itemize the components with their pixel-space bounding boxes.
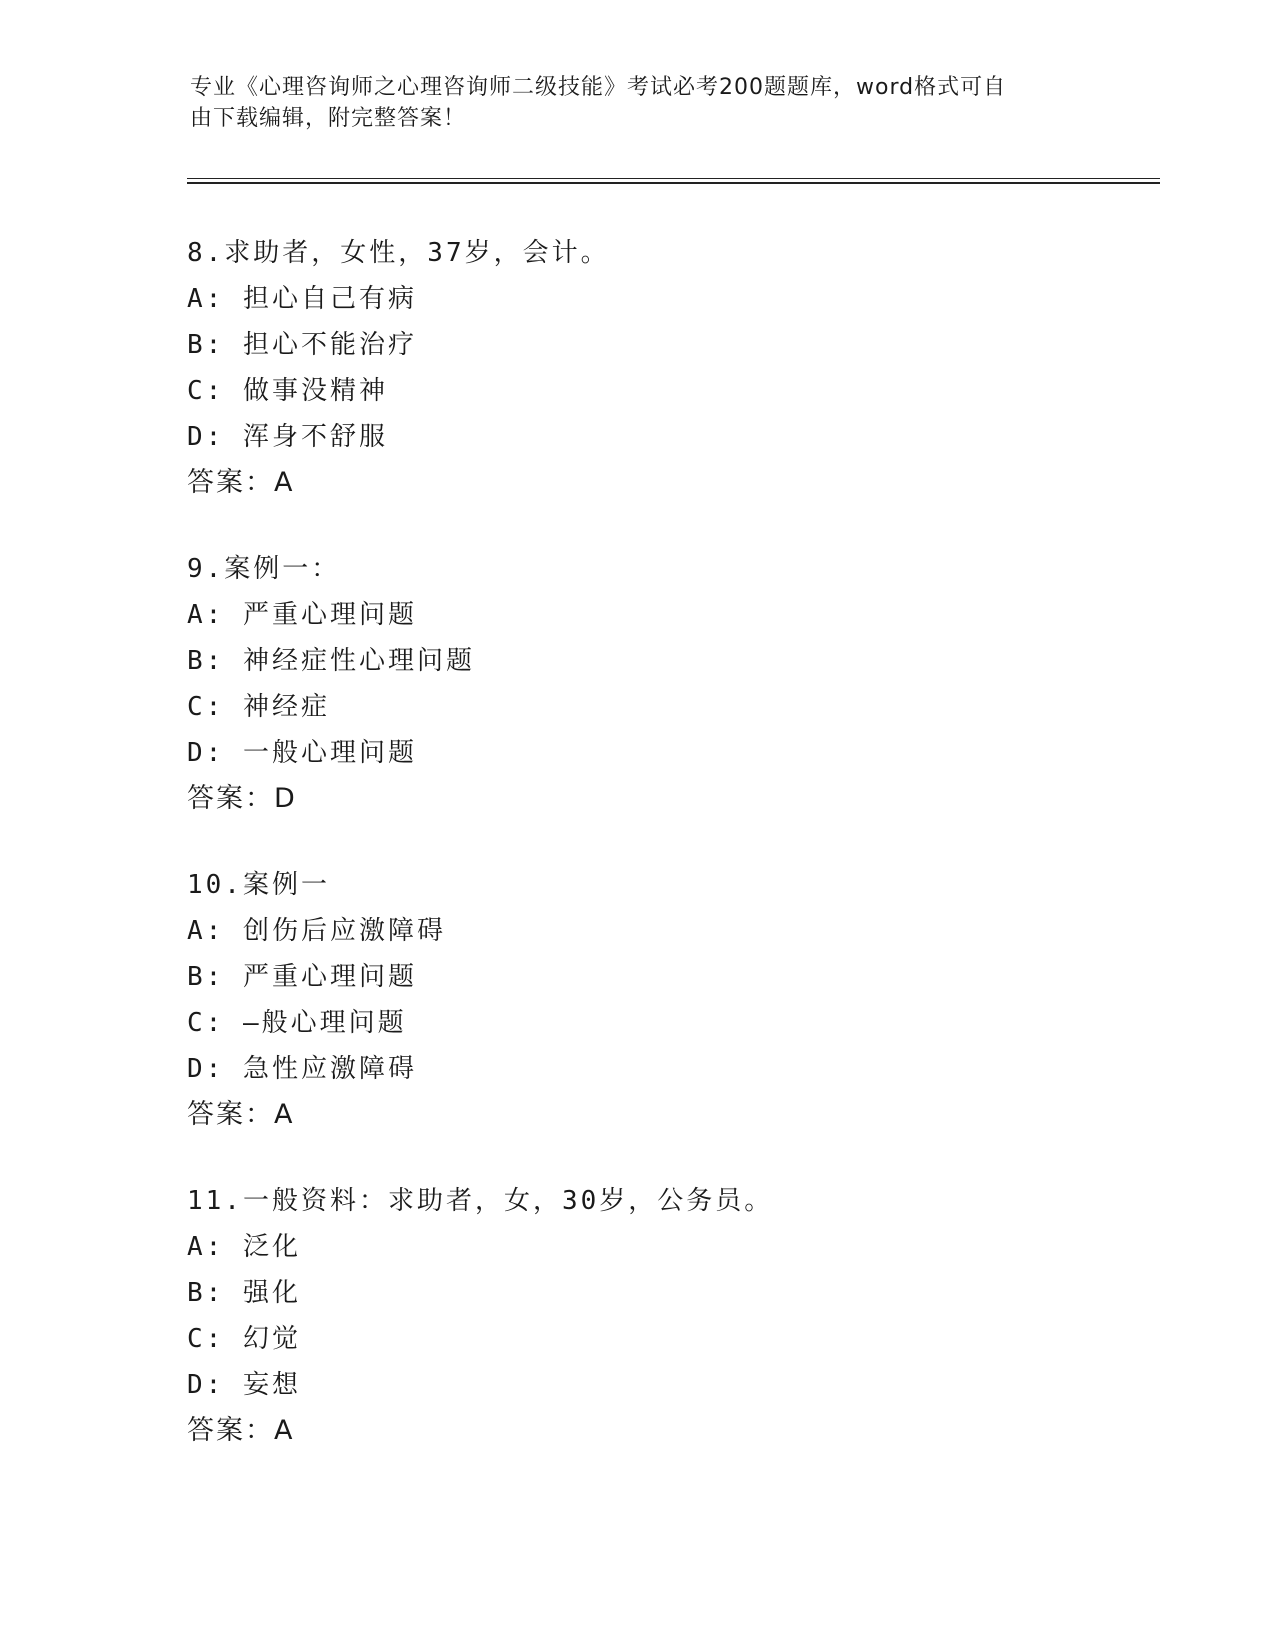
answer-line: 答案：A [187,1415,295,1446]
header-line-2: 由下载编辑，附完整答案！ [190,106,467,131]
option-b: B: 担心不能治疗 [187,330,417,360]
option-a: A: 泛化 [187,1232,301,1262]
question-block [187,230,1087,506]
option-b: B: 强化 [187,1278,301,1308]
header-line-1: 专业《心理咨询师之心理咨询师二级技能》考试必考200题题库，word格式可自 [190,75,1007,100]
header-divider-thin [187,178,1160,179]
option-c: C: 神经症 [187,692,330,722]
option-d: D: 浑身不舒服 [187,422,388,452]
answer-line: 答案：A [187,1099,295,1130]
option-b: B: 神经症性心理问题 [187,646,475,676]
option-c: C: 幻觉 [187,1324,301,1354]
question-stem: 10.案例一 [187,870,330,900]
document-header [190,72,1070,134]
header-divider-thick [187,182,1160,184]
question-stem: 9.案例一： [187,554,341,584]
question-block [187,546,1087,822]
option-a: A: 严重心理问题 [187,600,417,630]
option-c: C: 做事没精神 [187,376,388,406]
answer-line: 答案：A [187,467,295,498]
question-stem: 11.一般资料：求助者，女，30岁，公务员。 [187,1186,774,1216]
option-d: D: 急性应激障碍 [187,1054,417,1084]
question-block [187,1178,1087,1454]
option-a: A: 担心自己有病 [187,284,417,314]
option-d: D: 妄想 [187,1370,301,1400]
question-block [187,862,1087,1138]
question-stem: 8.求助者，女性，37岁，会计。 [187,238,610,268]
answer-line: 答案：D [187,783,297,814]
option-c: C: —般心理问题 [187,1008,407,1038]
option-a: A: 创伤后应激障碍 [187,916,446,946]
option-b: B: 严重心理问题 [187,962,417,992]
option-d: D: 一般心理问题 [187,738,417,768]
